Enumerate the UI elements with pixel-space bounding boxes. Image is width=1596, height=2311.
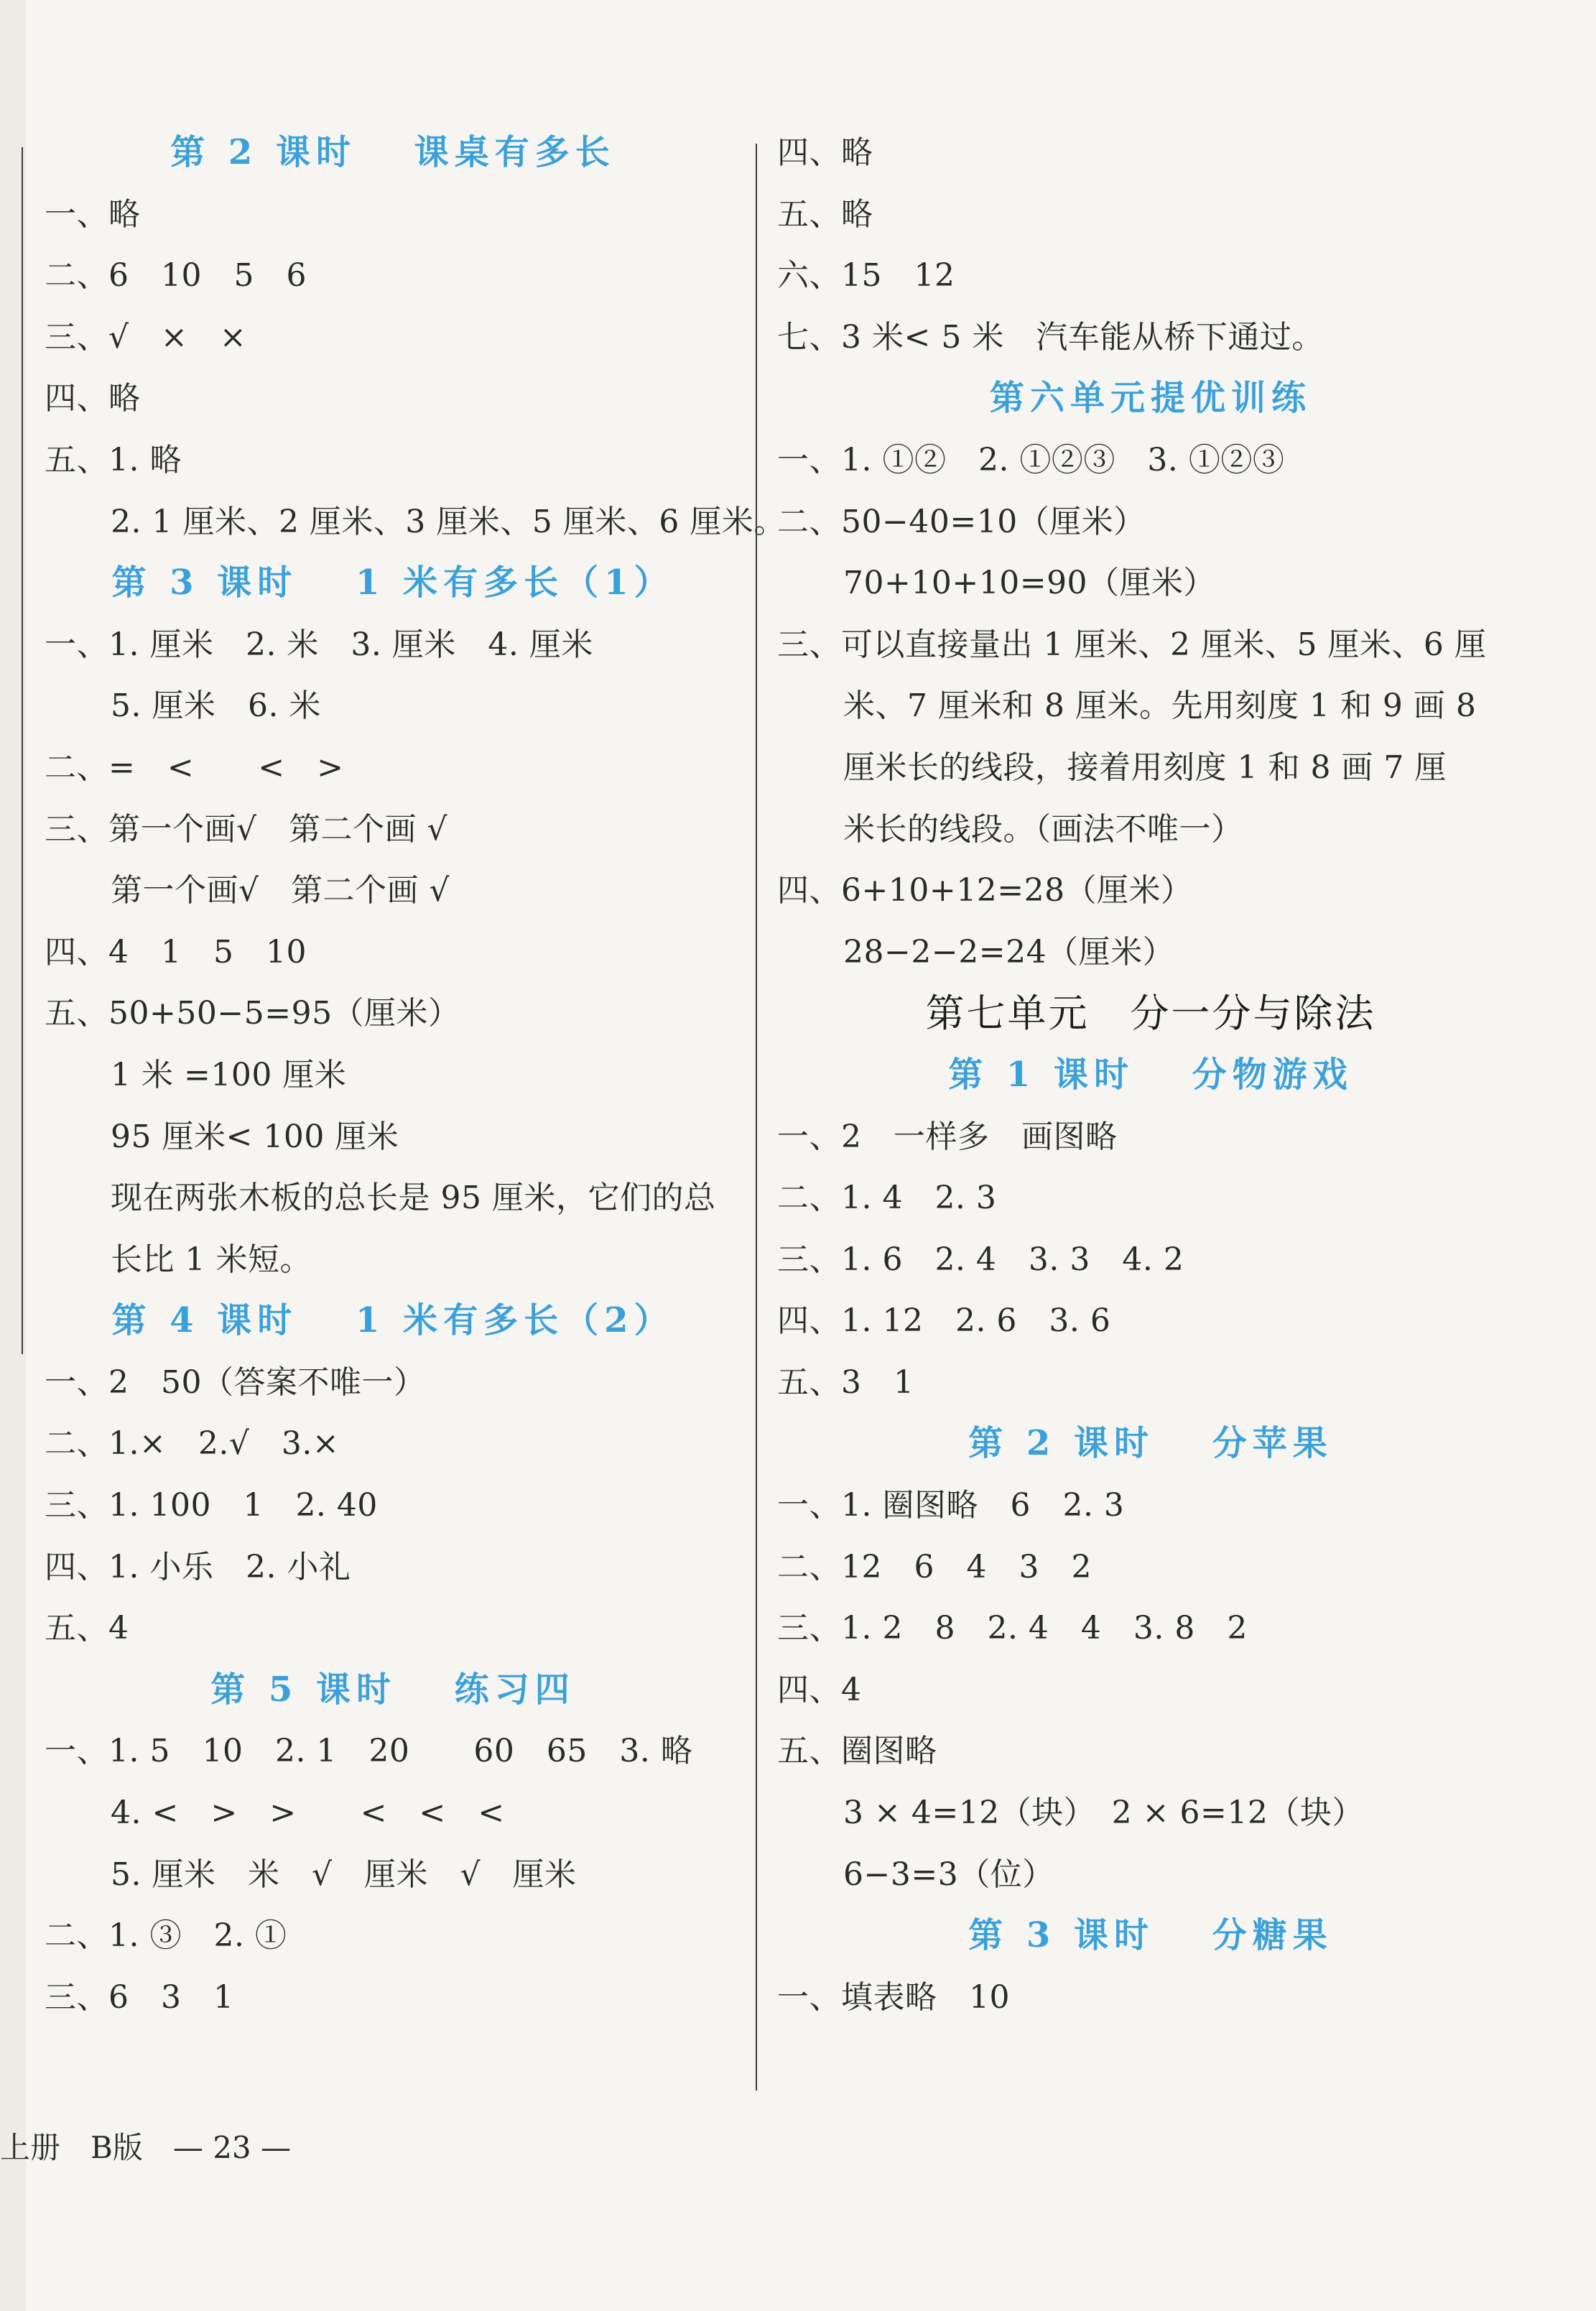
- answer-line: 五、略: [777, 195, 873, 233]
- answer-subline: 1 米 =100 厘米: [111, 1056, 347, 1093]
- answer-subline: 米、7 厘米和 8 厘米。先用刻度 1 和 9 画 8: [843, 687, 1477, 725]
- answer-subline: 第一个画√ 第二个画 √: [111, 872, 450, 909]
- answer-line: 一、1. 圈图略 6 2. 3: [777, 1487, 1125, 1524]
- answer-line: 二、1. 4 2. 3: [777, 1180, 997, 1217]
- answer-subline: 5. 厘米 米 √ 厘米 √ 厘米: [111, 1856, 577, 1893]
- lesson-title: 第 4 课时 1 米有多长（2）: [111, 1300, 674, 1341]
- answer-line: 二、50−40=10（厘米）: [777, 503, 1146, 540]
- lesson-title: 第 2 课时 课桌有多长: [170, 132, 616, 172]
- answer-line: 三、√ × ×: [45, 318, 247, 356]
- answer-line: 三、可以直接量出 1 厘米、2 厘米、5 厘米、6 厘: [777, 626, 1487, 663]
- answer-line: 四、4 1 5 10: [45, 933, 307, 971]
- answer-line: 二、1.× 2.√ 3.×: [45, 1425, 340, 1463]
- answer-line: 五、1. 略: [45, 441, 182, 478]
- answer-subline: 3 × 4=12（块） 2 × 6=12（块）: [843, 1794, 1364, 1832]
- answer-subline: 厘米长的线段，接着用刻度 1 和 8 画 7 厘: [843, 749, 1447, 786]
- answer-subline: 5. 厘米 6. 米: [111, 687, 321, 725]
- answer-line: 一、填表略 10: [777, 1978, 1010, 2016]
- answer-line: 四、略: [45, 380, 141, 417]
- lesson-title: 第 5 课时 练习四: [210, 1669, 575, 1710]
- answer-line: 三、1. 100 1 2. 40: [45, 1487, 378, 1524]
- answer-line: 四、4: [777, 1671, 862, 1708]
- answer-line: 七、3 米< 5 米 汽车能从桥下通过。: [777, 318, 1324, 356]
- answer-line: 三、1. 6 2. 4 3. 3 4. 2: [777, 1241, 1184, 1278]
- answer-line: 五、圈图略: [777, 1733, 937, 1770]
- answer-line: 二、= < < >: [45, 749, 344, 786]
- answer-subline: 4. < > > < < <: [111, 1794, 505, 1832]
- answer-line: 六、15 12: [777, 257, 955, 295]
- answer-line: 三、6 3 1: [45, 1978, 234, 2016]
- left-column: [45, 122, 786, 2028]
- answer-subline: 长比 1 米短。: [111, 1241, 312, 1278]
- answer-line: 五、50+50−5=95（厘米）: [45, 995, 460, 1032]
- answer-subline: 95 厘米< 100 厘米: [111, 1118, 399, 1155]
- column-divider: [756, 144, 757, 2090]
- answer-line: 一、1. 厘米 2. 米 3. 厘米 4. 厘米: [45, 626, 593, 663]
- answer-line: 一、1. ①② 2. ①②③ 3. ①②③: [777, 441, 1285, 478]
- answer-line: 四、1. 小乐 2. 小礼: [45, 1548, 351, 1585]
- answer-line: 四、1. 12 2. 6 3. 6: [777, 1302, 1111, 1340]
- lesson-title: 第 2 课时 分苹果: [968, 1423, 1333, 1464]
- answer-subline: 现在两张木板的总长是 95 厘米，它们的总: [111, 1180, 716, 1217]
- answer-line: 三、1. 2 8 2. 4 4 3. 8 2: [777, 1610, 1248, 1647]
- lesson-title: 第 3 课时 1 米有多长（1）: [111, 562, 674, 603]
- answer-line: 一、略: [45, 195, 141, 233]
- right-column: [777, 122, 1524, 2028]
- lesson-title: 第 3 课时 分糖果: [968, 1915, 1333, 1956]
- unit-title: 第七单元 分一分与除法: [925, 991, 1376, 1037]
- answer-line: 二、1. ③ 2. ①: [45, 1917, 287, 1955]
- lesson-title: 第六单元提优训练: [989, 378, 1312, 419]
- left-margin-rule: [22, 147, 23, 1354]
- answer-line: 二、6 10 5 6: [45, 257, 307, 295]
- page-footer: 上册 B版 — 23 —: [0, 2130, 292, 2165]
- answer-line: 一、2 50（答案不唯一）: [45, 1363, 426, 1401]
- answer-subline: 6−3=3（位）: [843, 1856, 1054, 1893]
- answer-subline: 米长的线段。（画法不唯一）: [843, 810, 1243, 848]
- answer-subline: 2. 1 厘米、2 厘米、3 厘米、5 厘米、6 厘米。: [111, 503, 786, 540]
- answer-line: 三、第一个画√ 第二个画 √: [45, 810, 448, 848]
- lesson-title: 第 1 课时 分物游戏: [948, 1054, 1353, 1095]
- answer-line: 一、2 一样多 画图略: [777, 1118, 1118, 1155]
- answer-line: 四、6+10+12=28（厘米）: [777, 872, 1193, 909]
- answer-line: 一、1. 5 10 2. 1 20 60 65 3. 略: [45, 1733, 693, 1770]
- answer-line: 五、4: [45, 1610, 129, 1647]
- answer-line: 二、12 6 4 3 2: [777, 1548, 1092, 1585]
- answer-subline: 28−2−2=24（厘米）: [843, 933, 1175, 971]
- answer-line: 四、略: [777, 134, 873, 171]
- answer-line: 五、3 1: [777, 1363, 914, 1401]
- answer-subline: 70+10+10=90（厘米）: [843, 565, 1216, 602]
